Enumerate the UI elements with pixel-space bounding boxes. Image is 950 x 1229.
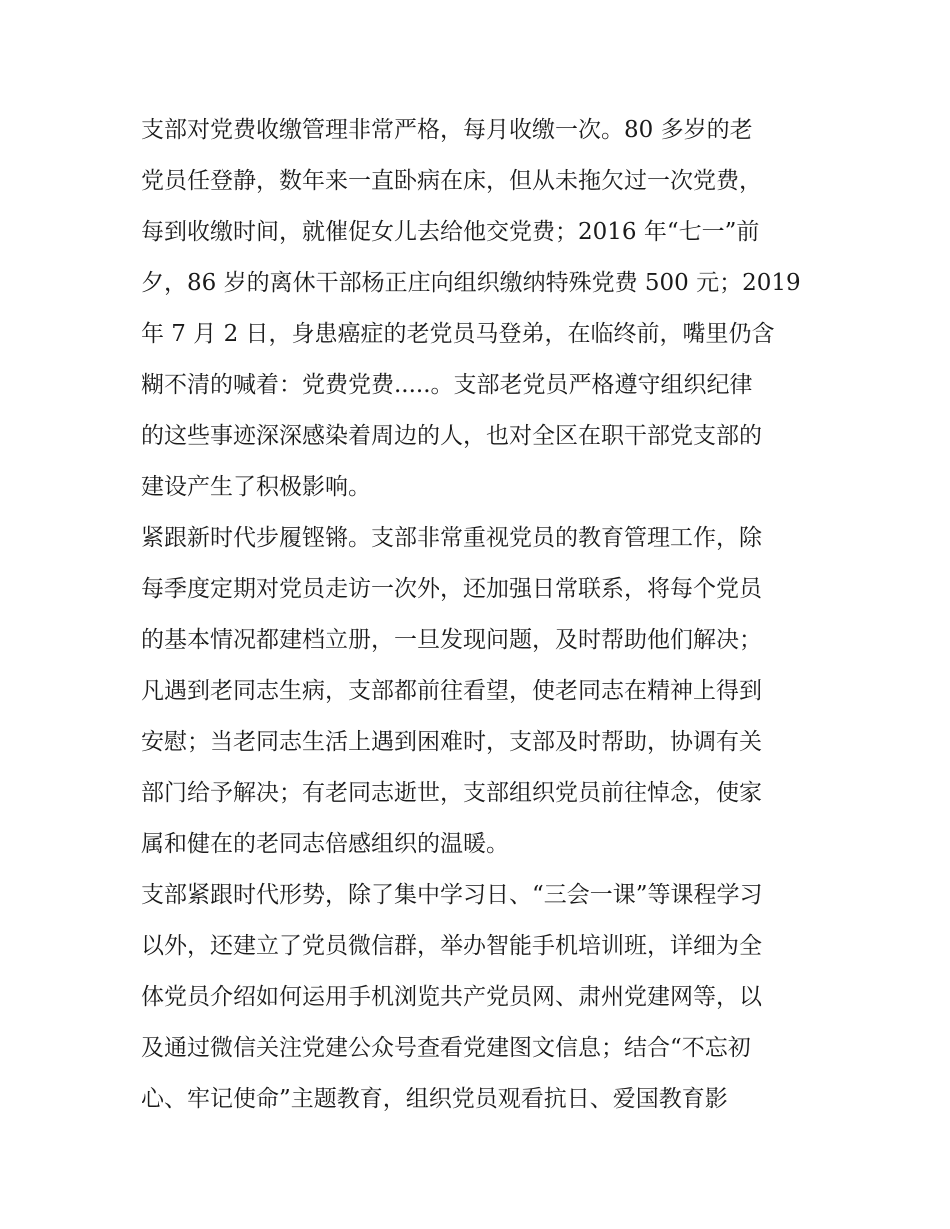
text-line: 凡遇到老同志生病，支部都前往看望，使老同志在精神上得到 bbox=[141, 678, 762, 704]
text-line: 的基本情况都建档立册，一旦发现问题，及时帮助他们解决； bbox=[141, 627, 762, 653]
text-line: 建设产生了积极影响。 bbox=[141, 474, 371, 500]
text-line: 部门给予解决；有老同志逝世，支部组织党员前往悼念，使家 bbox=[141, 780, 762, 806]
document-body bbox=[141, 105, 821, 1125]
text-line: 安慰；当老同志生活上遇到困难时，支部及时帮助，协调有关 bbox=[141, 729, 762, 755]
text-line: 支部对党费收缴管理非常严格，每月收缴一次。80 多岁的老 bbox=[141, 117, 753, 143]
text-line: 及通过微信关注党建公众号查看党建图文信息；结合“不忘初 bbox=[141, 1035, 751, 1061]
text-line: 夕，86 岁的离休干部杨正庄向组织缴纳特殊党费 500 元；2019 bbox=[141, 270, 801, 296]
text-line: 支部紧跟时代形势，除了集中学习日、“三会一课”等课程学习 bbox=[141, 882, 763, 908]
text-line: 体党员介绍如何运用手机浏览共产党员网、肃州党建网等，以 bbox=[141, 984, 762, 1010]
text-line: 每季度定期对党员走访一次外，还加强日常联系，将每个党员 bbox=[141, 576, 762, 602]
text-line: 年 7 月 2 日，身患癌症的老党员马登弟，在临终前，嘴里仍含 bbox=[141, 321, 775, 347]
text-line: 糊不清的喊着：党费党费.....。支部老党员严格遵守组织纪律 bbox=[141, 372, 753, 398]
text-line: 每到收缴时间，就催促女儿去给他交党费；2016 年“七一”前 bbox=[141, 219, 760, 245]
text-line: 心、牢记使命”主题教育，组织党员观看抗日、爱国教育影 bbox=[141, 1086, 728, 1112]
text-line: 紧跟新时代步履铿锵。支部非常重视党员的教育管理工作，除 bbox=[141, 525, 762, 551]
text-line: 以外，还建立了党员微信群，举办智能手机培训班，详细为全 bbox=[141, 933, 762, 959]
text-line: 属和健在的老同志倍感组织的温暖。 bbox=[141, 831, 509, 857]
text-line: 的这些事迹深深感染着周边的人，也对全区在职干部党支部的 bbox=[141, 423, 762, 449]
text-line: 党员任登静，数年来一直卧病在床，但从未拖欠过一次党费， bbox=[141, 168, 762, 194]
